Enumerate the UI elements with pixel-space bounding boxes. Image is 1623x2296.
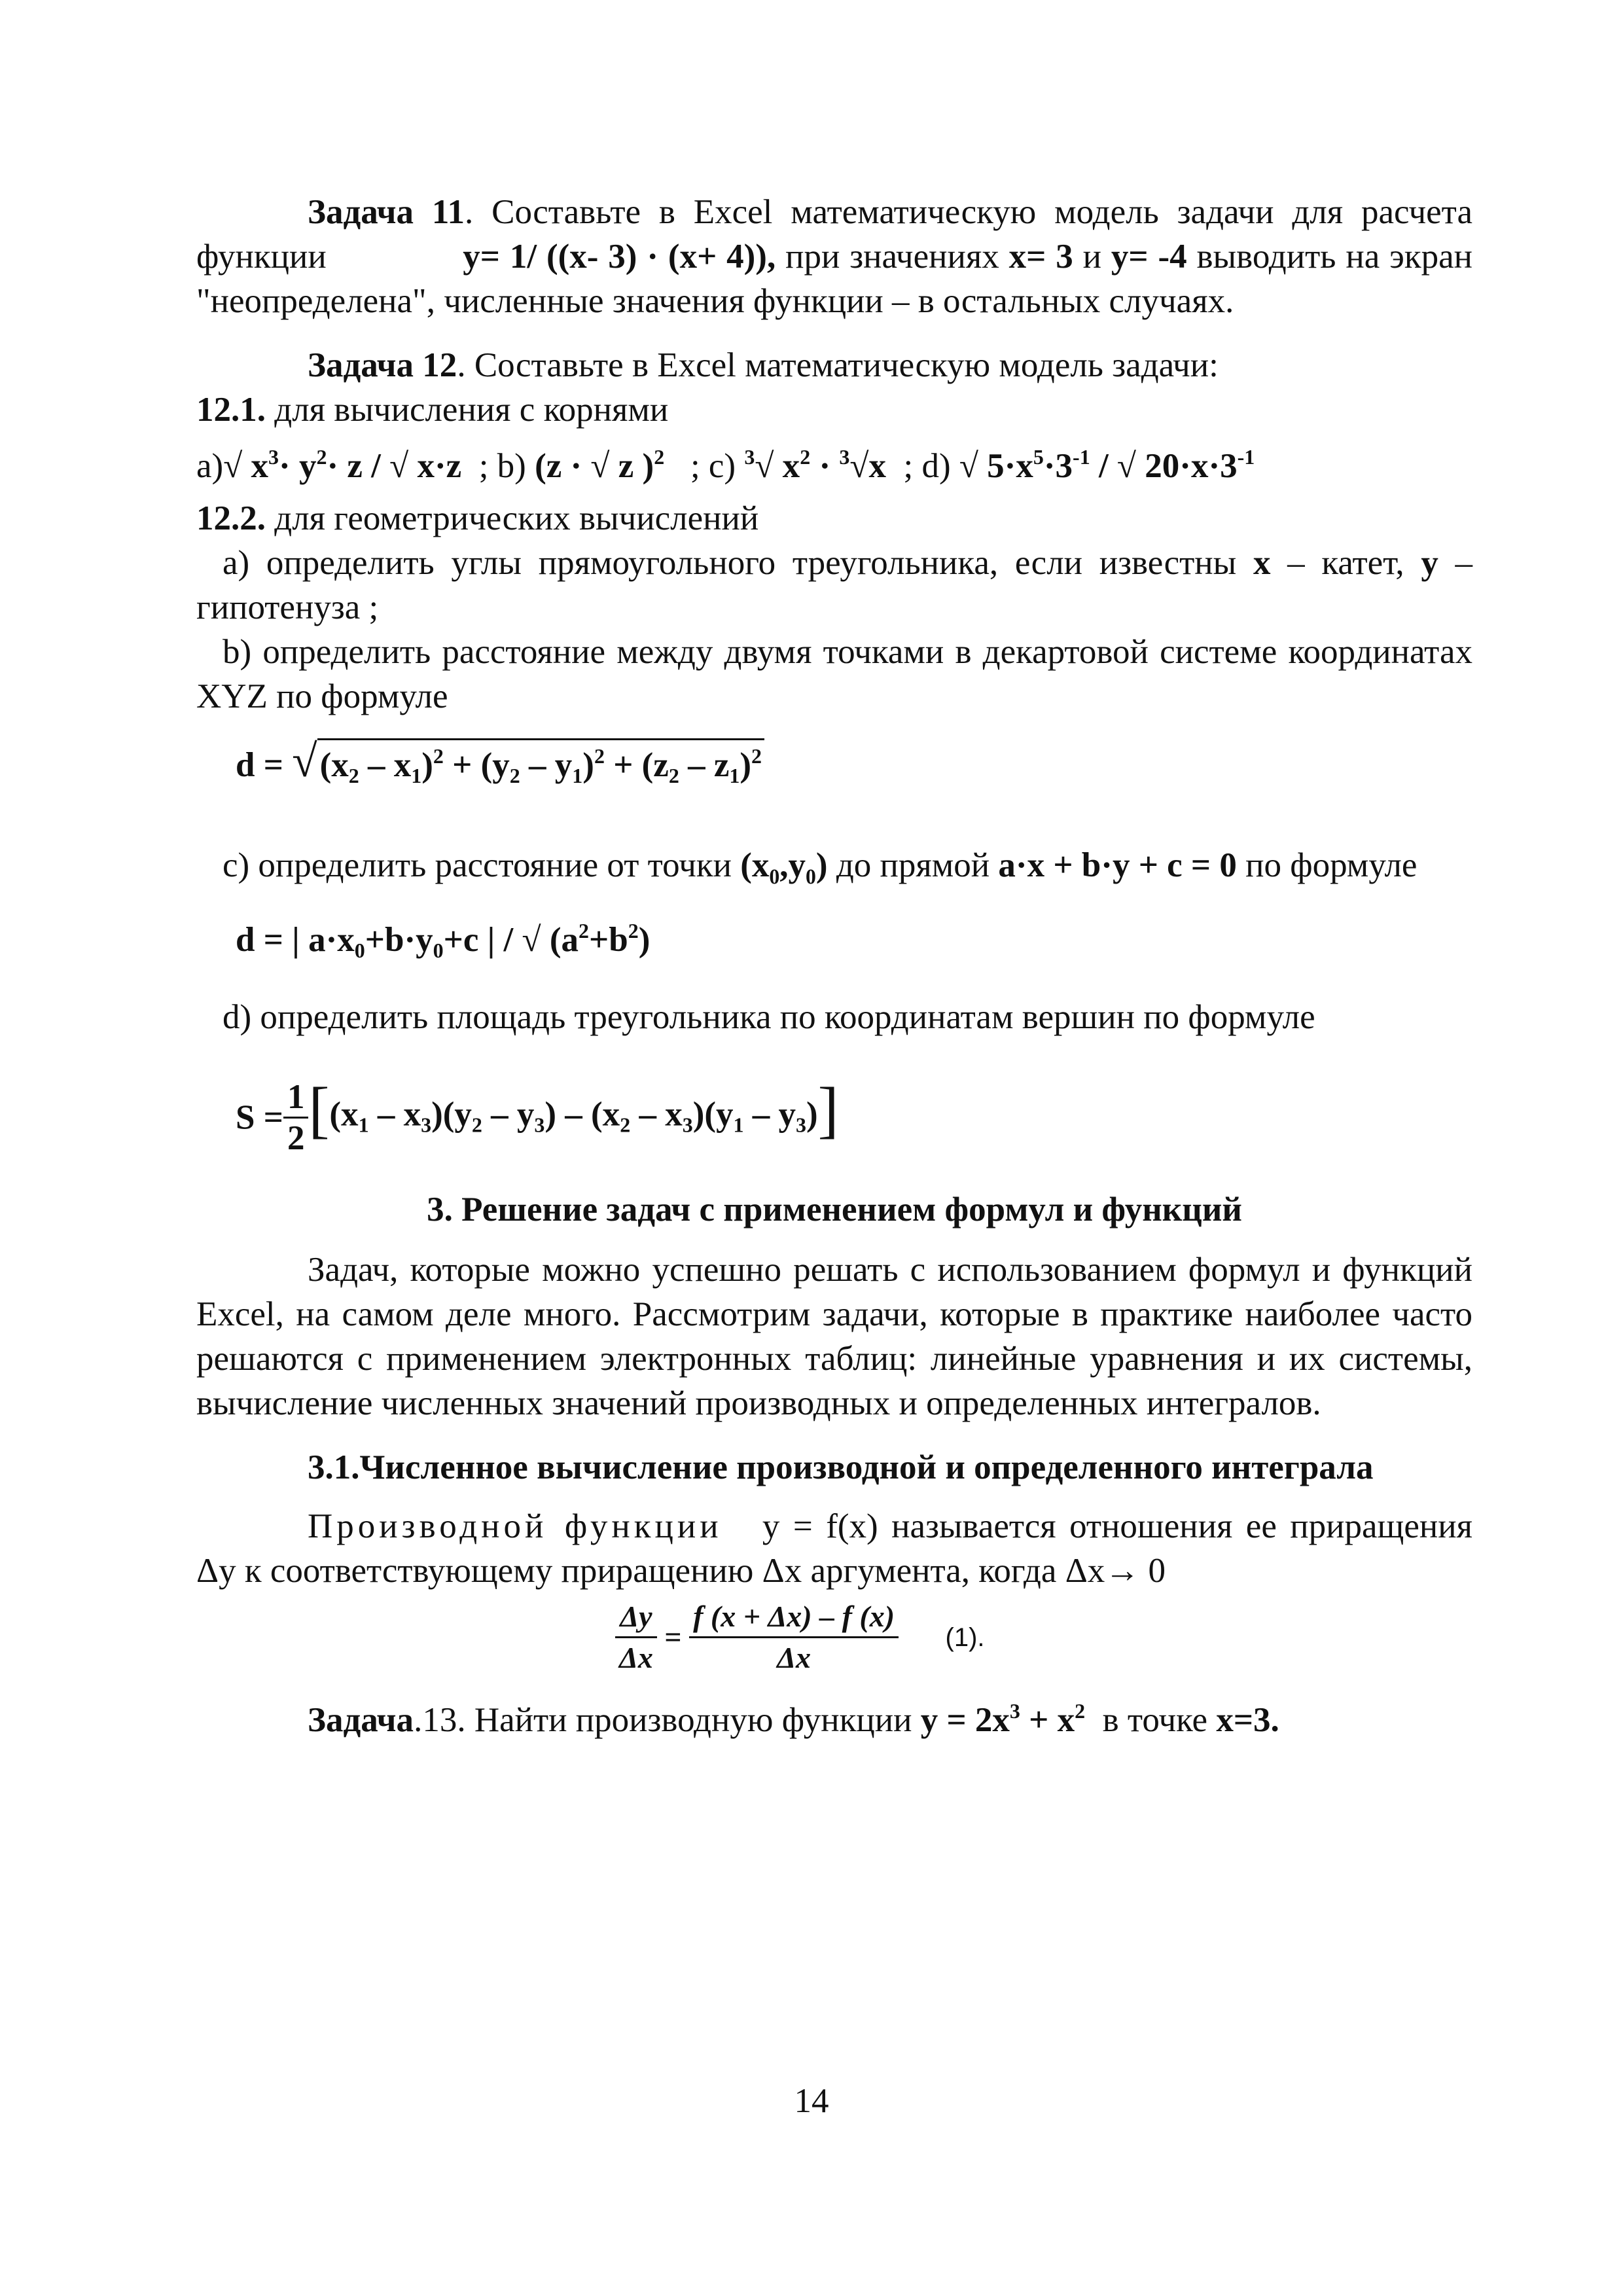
root-d-formula: √ $5\cdot x^5\cdot 3^{-1}$ / √ $20\cdot x\cdot 3^{-1}$ [959, 445, 1255, 485]
point-line-distance-formula: d = | $a\cdot x_0+b\cdot y_0+c$ | / √ $(a^2+b^2)$ [236, 919, 651, 962]
task-13-number: .13 [414, 1701, 457, 1739]
item-d-text: d) определить площадь треугольника по координатам вершин по формуле [223, 998, 1315, 1036]
task-13-paragraph [196, 1698, 1472, 1742]
task-12-1-text: для вычисления с корнями [266, 391, 669, 429]
item-c-text-c: по формуле [1236, 846, 1418, 884]
page-number: 14 [794, 2082, 829, 2120]
task-11-text-c: и [1073, 238, 1111, 276]
item-b-text: b) определить расстояние между двумя точками в декартовой системе координатах XYZ по формуле [196, 633, 1472, 715]
task-11-y-value: y= -4 [1111, 238, 1187, 276]
item-a-x: x [1253, 544, 1271, 582]
item-a-mid: – катет, [1287, 544, 1404, 582]
sqrt-symbol: $√(x_2 - x_1)^2 + (y_2 - y_1)^2 + (z_2 - z_1)^2$ [292, 738, 764, 787]
root-a-label: a) [196, 447, 224, 485]
derivative-definition [196, 1504, 1472, 1593]
task-12-1-label: 12.1. [196, 391, 266, 429]
item-a-end: – гипотенуза ; [196, 544, 1473, 626]
task-11-label: Задача 11 [308, 193, 465, 231]
item-c-point: (x₀,y₀) [740, 846, 828, 884]
roots-formulas-line [196, 444, 1472, 488]
task-12-label: Задача 12 [308, 346, 457, 384]
task-12-1-line [196, 387, 1472, 432]
section-3-heading: 3. Решение задач с применением формул и функций [427, 1191, 1242, 1229]
task-11-text: . Составьте в Excel математическую модель задачи для расчета функции [196, 193, 1472, 276]
derivative-formula [196, 1597, 1472, 1695]
item-c-line-equation: a·x + b·y + c = 0 [998, 846, 1237, 884]
task-13-function: $y = 2x^3 + x^2$ [920, 1699, 1086, 1739]
task-11-formula: y= 1/ ((x- 3) · (x+ 4)), [463, 238, 776, 276]
item-a-y: y [1421, 544, 1438, 582]
item-c-text-a: c) определить расстояние от точки [223, 846, 732, 884]
item-c-paragraph [196, 843, 1472, 888]
item-b-paragraph [196, 630, 1472, 719]
task-11-x-value: x= 3 [1008, 238, 1073, 276]
task-13-text-b: в точке [1094, 1701, 1217, 1739]
root-d-label: ; d) [903, 447, 951, 485]
task-11-text-d: выводить на экран "неопределена", численные значения функции – в остальных случаях. [196, 238, 1473, 320]
document-page [196, 190, 1472, 1742]
distance-formula-3d: $d = √(x_2 - x_1)^2 + (y_2 - y_1)^2 + (z_2 - z_1)^2$ [236, 738, 1472, 804]
derivative-function: y = f(x) [749, 1507, 892, 1545]
item-a-text: a) определить углы прямоугольного треугольника, если известны [223, 544, 1237, 582]
one-half-fraction: $\frac{1}{2}$ [283, 1077, 309, 1158]
item-a-paragraph [196, 541, 1472, 630]
task-11-text-b: при значениях [776, 238, 1009, 276]
section-3-1-heading: 3.1.Численное вычисление производной и определенного интеграла [308, 1448, 1374, 1486]
task-12-paragraph [196, 343, 1472, 387]
triangle-area-formula: S = $\frac{1}{2}$ $[(x_1 - x_3)(y_2 - y_3) - (x_2 - x_3)(y_1 - y_3)]$ [236, 1074, 839, 1157]
task-12-text: . Составьте в Excel математическую модель задачи: [457, 346, 1219, 384]
task-13-label: Задача [308, 1701, 414, 1739]
root-a-formula: √ $x^3\cdot y^2\cdot z$ / √ x·z [223, 445, 462, 485]
root-c-formula: $^3$√ $x^2 \cdot ^3√x$ [744, 445, 886, 485]
root-b-formula: (z · √ z )$^2$ [535, 445, 665, 485]
derivative-fraction: $\frac{\Delta y}{\Delta x}$ = $\frac{f (x + \Delta x) - f (x)}{\Delta x}$ (1). [615, 1597, 985, 1677]
item-d-paragraph [196, 995, 1472, 1039]
task-12-2-label: 12.2. [196, 499, 266, 537]
task-11-paragraph [196, 190, 1472, 323]
derivative-lead: Производной функции [308, 1507, 722, 1545]
root-b-label: ; b) [478, 447, 526, 485]
derivative-text: называется отношения ее приращения Δy к соответствующему приращению Δx аргумента, когда Δx→ 0 [196, 1507, 1472, 1590]
task-12-2-line [196, 496, 1472, 541]
equation-number: (1). [945, 1623, 985, 1652]
task-13-point: x=3. [1216, 1701, 1279, 1739]
section-3-paragraph: Задач, которые можно успешно решать с использованием формул и функций Excel, на самом деле много. Рассмотрим задачи, которые в практике наиболее часто решаются с применением электронных таблиц: линейные уравнения и их системы, вычисление численных значений производных и определенных интегралов. [196, 1251, 1472, 1422]
item-c-text-b: до прямой [827, 846, 999, 884]
root-c-label: ; c) [690, 447, 736, 485]
task-12-2-text: для геометрических вычислений [266, 499, 759, 537]
task-13-text-a: . Найти производную функции [457, 1701, 921, 1739]
